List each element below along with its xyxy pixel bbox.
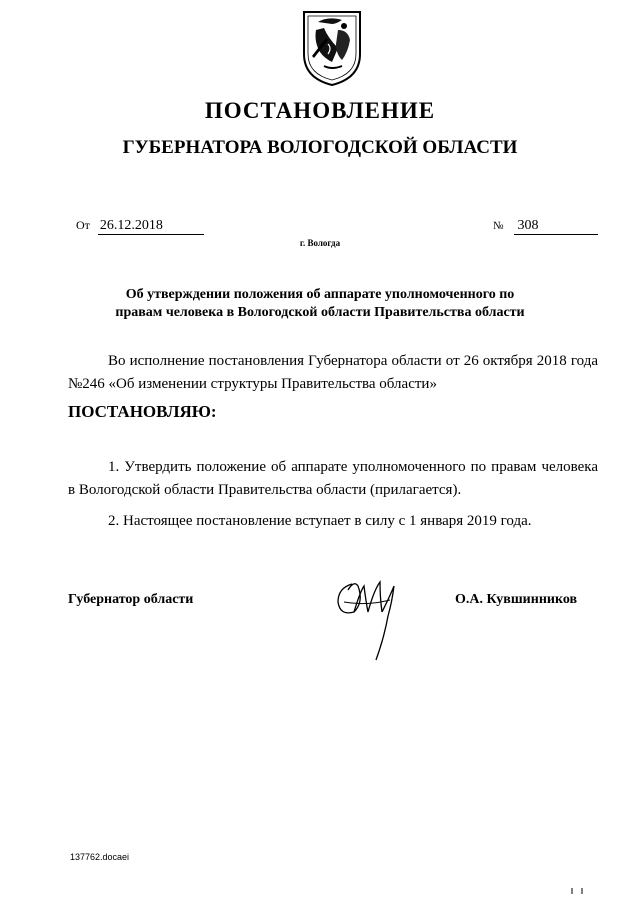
number-line bbox=[493, 218, 598, 235]
decree-item-1: 1. Утвердить положение об аппарате уполномоченного по правам человека в Вологодской области Правительства области (прилагается). bbox=[68, 459, 598, 498]
issuer-title: ГУБЕРНАТОРА ВОЛОГОДСКОЙ ОБЛАСТИ bbox=[122, 137, 518, 158]
decree-item-2: 2. Настоящее постановление вступает в силу с 1 января 2019 года. bbox=[108, 513, 532, 529]
vologda-coat-of-arms-icon bbox=[298, 8, 366, 88]
preamble-paragraph: Во исполнение постановления Губернатора области от 26 октября 2018 года №246 «Об изменении структуры Правительства области» bbox=[68, 353, 598, 392]
date-value: 26.12.2018 bbox=[98, 218, 204, 235]
number-value: 308 bbox=[514, 218, 598, 235]
number-label: № bbox=[493, 220, 504, 232]
scan-marks bbox=[570, 884, 586, 896]
decree-heading: ПОСТАНОВЛЯЮ: bbox=[68, 402, 217, 421]
date-line bbox=[76, 218, 204, 235]
city-label: г. Вологда bbox=[299, 238, 341, 248]
document-type-title: ПОСТАНОВЛЕНИЕ bbox=[204, 98, 436, 123]
document-file-reference: 137762.docaei bbox=[70, 852, 130, 862]
signatory-name: О.А. Кувшинников bbox=[455, 592, 578, 607]
handwritten-signature-icon bbox=[330, 572, 398, 664]
document-subject-title: Об утверждении положения об аппарате уполномоченного по правам человека в Вологодской области Правительства области bbox=[115, 287, 525, 320]
date-label: От bbox=[76, 218, 90, 232]
signatory-position: Губернатор области bbox=[68, 592, 194, 607]
